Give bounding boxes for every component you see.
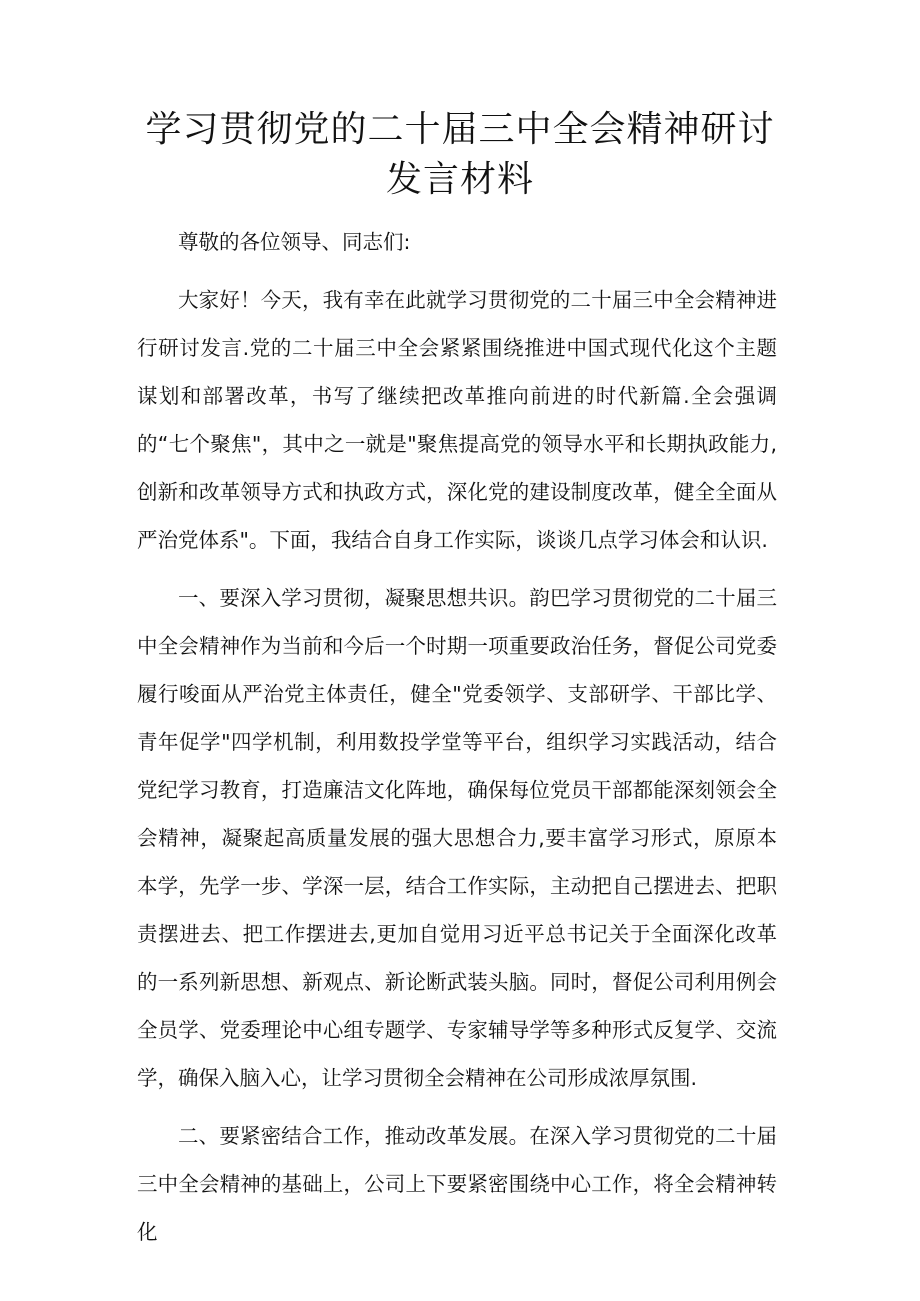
- paragraph-opening: 大家好！今天，我有幸在此就学习贯彻党的二十届三中全会精神进行研讨发言.党的二十届三中全会紧紧围绕推进中国式现代化这个主题谋划和部署改革，书写了继续把改革推向前进的时代新篇.全会强调的“七个聚焦"，其中之一就是"聚焦提高党的领导水平和长期执政能力,创新和改革领导方式和执政方式，深化党的建设制度改革，健全全面从严治党体系"。下面，我结合自身工作实际，谈谈几点学习体会和认识.: [137, 288, 777, 552]
- salutation: 尊敬的各位领导、同志们:: [178, 230, 411, 254]
- document-body: [137, 218, 777, 1266]
- paragraph-section-one: 一、要深入学习贯彻，凝聚思想共识。韵巴学习贯彻党的二十届三中全会精神作为当前和今后一个时期一项重要政治任务，督促公司党委履行唆面从严治党主体责任，健全"党委领学、支部研学、干部比学、青年促学"四学机制，利用数投学堂等平台，组织学习实践活动，结合党纪学习教育，打造廉洁文化阵地，确保每位党员干部都能深刻领会全会精神，凝聚起高质量发展的强大思想合力,要丰富学习形式，原原本本学，先学一步、学深一层，结合工作实际，主动把自己摆进去、把职责摆进去、把工作摆进去,更加自觉用习近平总书记关于全面深化改革的一系列新思想、新观点、新论断武装头脑。同时，督促公司利用例会全员学、党委理论中心组专题学、专家辅导学等多种形式反复学、交流学，确保入脑入心，让学习贯彻全会精神在公司形成浓厚氛围.: [137, 586, 777, 1090]
- document-title-line-1: 学习贯彻党的二十届三中全会精神研讨: [145, 109, 775, 150]
- paragraph-section-two: 二、要紧密结合工作，推动改革发展。在深入学习贯彻党的二十届三中全会精神的基础上，公司上下要紧密围绕中心工作，将全会精神转化: [137, 1124, 777, 1244]
- document-title-line-2: 发言材料: [385, 159, 534, 200]
